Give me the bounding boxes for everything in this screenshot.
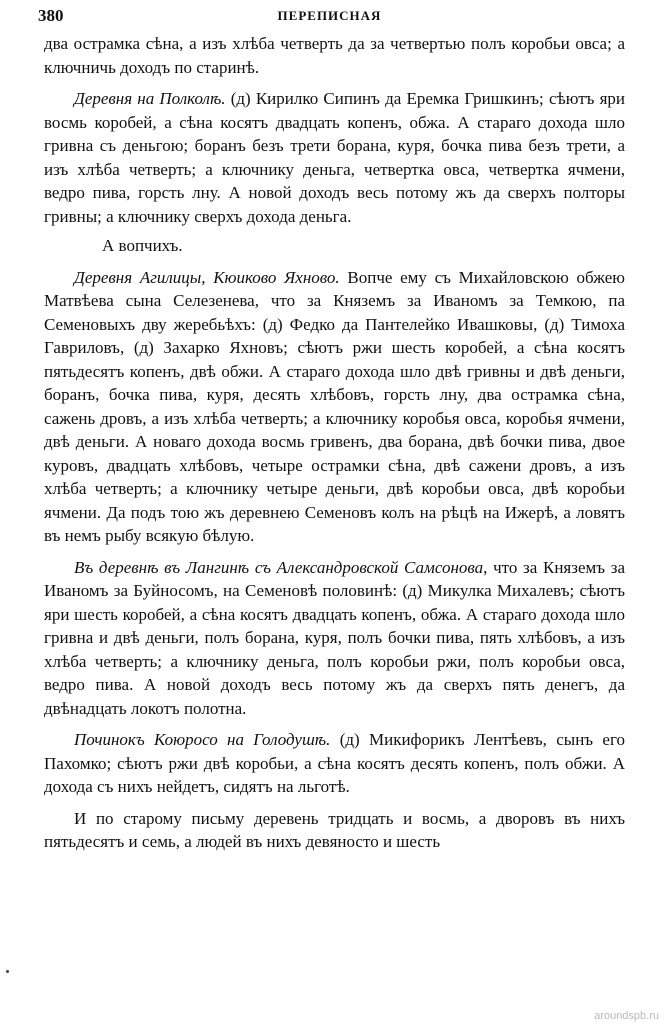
- page-number: 380: [38, 6, 64, 25]
- paragraph: [44, 87, 625, 228]
- paragraph-text: (д) Кирилко Сипинъ да Еремка Гришкинъ; сѣютъ яри восмь коробей, а сѣна косятъ двадцать копенъ, обжа. А стараго дохода шло гривна съ деньгою; боранъ безъ трети борана, куря, бочка пива безъ трети, а изъ хлѣба четверть; а ключнику деньга, четвертка овса, четвертка ячмени, ведро пива, горсть лну. А новой доходъ весь потому жъ да сверхъ полторы гривны; а ключнику сверхъ дохода деньга.: [44, 89, 625, 226]
- paragraph-text: (д) Микифорикъ Лентѣевъ, сынъ его Пахомко; сѣютъ ржи двѣ коробьи, а сѣна косятъ десять копенъ, полъ обжи. А дохода съ нихъ нейдетъ, сидятъ на льготѣ.: [44, 730, 626, 796]
- paragraph-text: А вопчихъ.: [102, 236, 183, 255]
- paragraph: [44, 266, 625, 548]
- paragraph-text: что за Княземъ за Иваномъ за Буйносомъ, на Семеновѣ половинѣ: (д) Микулка Михалевъ; сѣютъ яри шесть коробей, а сѣна косятъ двадцать копенъ, обжа. А стараго дохода шло гривна и двѣ деньги, полъ борана, куря, полъ бочки пива, пять хлѣбовъ, а изъ хлѣба четверть; а ключнику деньга, полъ коробьи ржи, полъ коробьи овса, ведро пива. А новой доходъ весь потому жъ да сверхъ пять денегъ, да двѣнадцать локотъ полотна.: [44, 557, 625, 718]
- paragraph: [44, 807, 625, 854]
- watermark: aroundspb.ru: [594, 1010, 659, 1022]
- place-name: Въ деревнѣ въ Лангинѣ съ Александровской Самсонова,: [74, 557, 488, 577]
- paragraph-text: два острамка сѣна, а изъ хлѣба четверть да за четвертью полъ коробьи овса; а ключничь доходъ по старинѣ.: [44, 34, 625, 77]
- section-subheading: [44, 234, 625, 258]
- paragraph: [44, 556, 625, 721]
- paragraph: [44, 728, 625, 799]
- paragraph-text: И по старому письму деревень тридцать и восмь, а дворовъ въ нихъ пятьдесятъ и семь, а людей въ нихъ девяносто и шесть: [44, 808, 625, 851]
- paragraph-text: Вопче ему съ Михайловскою обжею Матвѣева сына Селезенева, что за Княземъ за Иваномъ за Темкою, па Семеновыхъ дву жеребьѣхъ: (д) Федко да Пантелейко Ивашковы, (д) Тимоха Гавриловъ, (д) Захарко Яхновъ; сѣютъ ржи шесть коробей, а сѣна косятъ пятьдесятъ копенъ, двѣ обжи. А стараго дохода шло двѣ гривны и двѣ деньги, боранъ, бочка пива, куря, десять хлѣбовъ, горсть лну, два острамка сѣна, сажень дровъ, а изъ хлѣба четверть; а ключнику коробья овса, коробья ячмени, двѣ деньги. А новаго дохода восмь гривенъ, два борана, двѣ бочки пива, двое куровъ, двадцать хлѣбовъ, четыре острамки сѣна, двѣ сажени дровъ, а изъ хлѣба четверть; а ключнику четыре деньги, двѣ коробьи овса, двѣ коробьи ячмени. Да подъ тою жъ деревнею Семеновъ колъ на рѣцѣ на Ижерѣ, а ловятъ въ немъ рыбу всякую бѣлую.: [44, 267, 625, 545]
- paragraph: [44, 32, 625, 79]
- print-speck: [6, 970, 9, 973]
- body-text: [44, 32, 625, 854]
- running-head: ПЕРЕПИСНАЯ: [277, 8, 382, 23]
- page-header: [38, 6, 621, 30]
- place-name: Деревня Агилицы, Кюиково Яхново.: [74, 267, 340, 287]
- place-name: Починокъ Коюросо на Голодушѣ.: [74, 730, 331, 749]
- place-name: Деревня на Полколѣ.: [74, 89, 226, 108]
